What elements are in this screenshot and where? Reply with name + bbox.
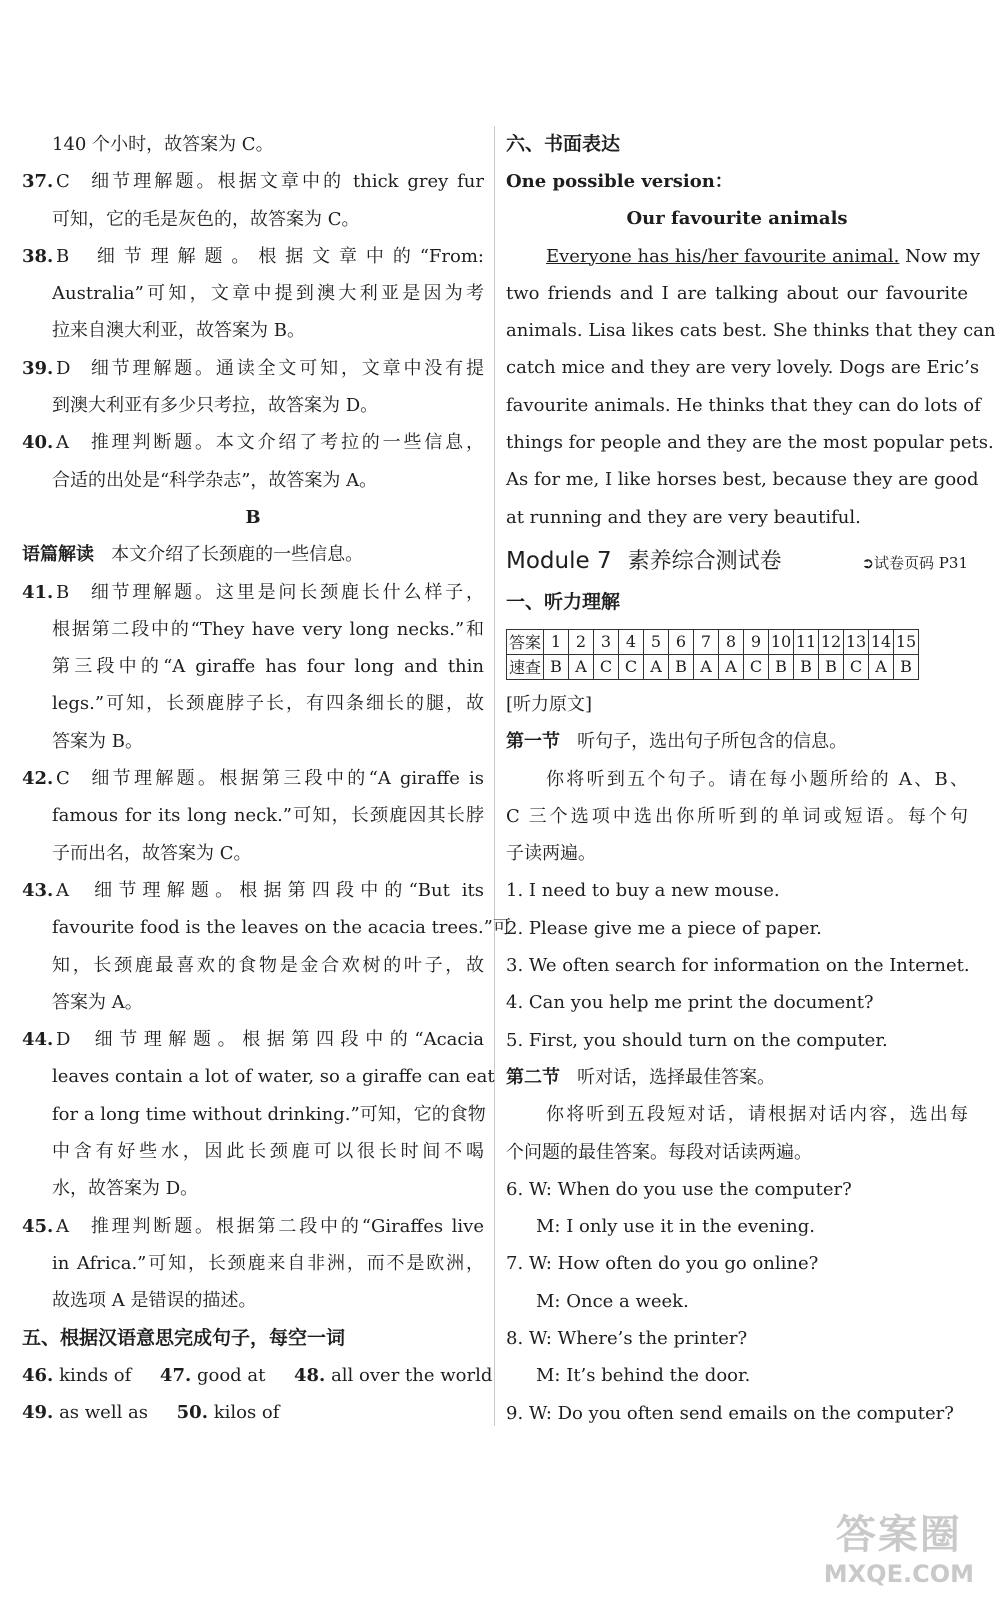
text-line: 故选项 A 是错误的描述。 (52, 1290, 257, 1312)
module-header (506, 544, 968, 584)
question-41: 41. B 细节理解题。这里是问长颈鹿长什么样子， (22, 581, 484, 603)
module-name: Module 7 (506, 547, 612, 574)
answer-letter-cell: A (644, 654, 669, 679)
part-1-heading: 第一节 听句子，选出句子所包含的信息。 (506, 731, 848, 753)
answer-number-cell: 4 (619, 629, 644, 654)
essay-line: Everyone has his/her favourite animal. Now my (546, 245, 981, 267)
table-header: 答案 (507, 629, 544, 654)
text-line: in Africa.”可知，长颈鹿来自非洲，而不是欧洲， (52, 1252, 484, 1274)
instruction-line: 子读两遍。 (506, 843, 596, 865)
answer-number-cell: 12 (819, 629, 844, 654)
answer-number-cell: 9 (744, 629, 769, 654)
column-divider (494, 126, 495, 1426)
sentence-5: 5. First, you should turn on the computer. (506, 1029, 888, 1051)
text-line: 答案为 A。 (52, 991, 143, 1013)
answer-number-cell: 1 (544, 629, 569, 654)
dialogue-7-w: 7. W: How often do you go online? (506, 1253, 819, 1275)
table-header: 速查 (507, 654, 544, 679)
left-column (22, 126, 511, 1431)
instruction-line: 你将听到五个句子。请在每小题所给的 A、B、 (546, 768, 968, 790)
essay-line: As for me, I like horses best, because they are good (506, 469, 979, 491)
answer-letter-cell: B (794, 654, 819, 679)
answer-letter-cell: A (719, 654, 744, 679)
text-line: 答案为 B。 (52, 730, 143, 752)
essay-line: things for people and they are the most popular pets. (506, 432, 994, 454)
text-line: 第三段中的“A giraffe has four long and thin (52, 656, 484, 678)
text-line: famous for its long neck.”可知，长颈鹿因其长脖 (52, 805, 484, 827)
answer-letter-cell: A (694, 654, 719, 679)
text-line: 水，故答案为 D。 (52, 1178, 199, 1200)
text-line: 子而出名，故答案为 C。 (52, 842, 252, 864)
answer-table-letter-row (507, 654, 919, 679)
answer-letter-cell: C (594, 654, 619, 679)
answer-letter-cell: A (569, 654, 594, 679)
instruction-line: 你将听到五段短对话，请根据对话内容，选出每 (546, 1104, 968, 1126)
sentence-3: 3. We often search for information on the Internet. (506, 955, 970, 977)
part-b-heading: B (245, 506, 261, 528)
answer-letter-cell: B (544, 654, 569, 679)
text-line: 140 个小时，故答案为 C。 (52, 134, 274, 155)
answer-number-cell: 6 (669, 629, 694, 654)
sentence-1: 1. I need to buy a new mouse. (506, 880, 780, 902)
dialogue-8-m: M: It’s behind the door. (536, 1365, 751, 1387)
answer-number-cell: 5 (644, 629, 669, 654)
answer-number-cell: 13 (844, 629, 869, 654)
sentence-2: 2. Please give me a piece of paper. (506, 917, 822, 939)
answer-letter-cell: B (894, 654, 919, 679)
question-40: 40. A 推理判断题。本文介绍了考拉的一些信息， (22, 432, 484, 454)
question-42: 42. C 细节理解题。根据第三段中的“A giraffe is (22, 768, 484, 790)
module-title: 素养综合测试卷 (627, 548, 782, 574)
dialogue-6-w: 6. W: When do you use the computer? (506, 1178, 852, 1200)
text-line: Australia”可知，文章中提到澳大利亚是因为考 (52, 283, 484, 305)
question-44: 44. D 细节理解题。根据第四段中的“Acacia (22, 1029, 484, 1051)
essay-line: catch mice and they are very lovely. Dogs are Eric’s (506, 357, 980, 379)
instruction-line: 个问题的最佳答案。每段对话读两遍。 (506, 1141, 812, 1163)
answer-number-cell: 8 (719, 629, 744, 654)
part-2-heading: 第二节 听对话，选择最佳答案。 (506, 1066, 776, 1088)
answer-letter-cell: C (844, 654, 869, 679)
text-line: 到澳大利亚有多少只考拉，故答案为 D。 (52, 395, 379, 417)
essay-line: at running and they are very beautiful. (506, 506, 861, 528)
dialogue-6-m: M: I only use it in the evening. (536, 1216, 815, 1238)
answer-number-cell: 14 (869, 629, 894, 654)
dialogue-8-w: 8. W: Where’s the printer? (506, 1328, 748, 1350)
essay-line: animals. Lisa likes cats best. She thinks that they can (506, 320, 996, 342)
sentence-4: 4. Can you help me print the document? (506, 992, 874, 1014)
question-43: 43. A 细节理解题。根据第四段中的“But its (22, 879, 484, 901)
text-line: 合适的出处是“科学杂志”，故答案为 A。 (52, 469, 378, 491)
section-5-title: 五、根据汉语意思完成句子，每空一词 (22, 1326, 346, 1349)
essay-line: two friends and I are talking about our favourite (506, 282, 968, 304)
version-label: One possible version： (506, 171, 733, 192)
answer-letter-cell: C (744, 654, 769, 679)
answer-number-cell: 15 (894, 629, 919, 654)
answer-number-cell: 11 (794, 629, 819, 654)
watermark-bottom: MXQE.COM (823, 1560, 974, 1588)
text-line: 根据第二段中的“They have very long necks.”和 (52, 618, 484, 640)
answers-49-50: 49. as well as 50. kilos of (22, 1401, 280, 1423)
answer-number-cell: 10 (769, 629, 794, 654)
answer-letter-cell: A (869, 654, 894, 679)
essay-title: Our favourite animals (626, 208, 848, 230)
answer-number-cell: 3 (594, 629, 619, 654)
answer-letter-cell: B (669, 654, 694, 679)
text-line: favourite food is the leaves on the acacia trees.”可 (52, 917, 511, 939)
instruction-line: C 三个选项中选出你所听到的单词或短语。每个句 (506, 805, 968, 827)
question-37: 37. C 细节理解题。根据文章中的 thick grey fur (22, 171, 484, 193)
answers-46-48: 46. kinds of 47. good at 48. all over the world (22, 1364, 493, 1386)
text-line: leaves contain a lot of water, so a giraffe can eat (52, 1066, 495, 1088)
text-line: 知，长颈鹿最喜欢的食物是金合欢树的叶子，故 (52, 954, 484, 976)
text-line: for a long time without drinking.”可知，它的食物 (52, 1103, 486, 1125)
answer-table (506, 629, 919, 680)
page-reference: ➲试卷页码 P31 (861, 553, 968, 572)
text-line: 拉来自澳大利亚，故答案为 B。 (52, 320, 305, 342)
answer-letter-cell: B (769, 654, 794, 679)
answer-number-cell: 2 (569, 629, 594, 654)
transcript-label: [听力原文] (506, 693, 593, 715)
watermark-top: 答案圈 (835, 1512, 962, 1558)
watermark (824, 1503, 974, 1588)
text-line: 可知，它的毛是灰色的，故答案为 C。 (52, 208, 360, 230)
question-45: 45. A 推理判断题。根据第二段中的“Giraffes live (22, 1215, 484, 1237)
answer-letter-cell: B (819, 654, 844, 679)
text-line: legs.”可知，长颈鹿脖子长，有四条细长的腿，故 (52, 693, 484, 715)
answer-table-number-row (507, 629, 919, 654)
answer-number-cell: 7 (694, 629, 719, 654)
section-1-title: 一、听力理解 (506, 590, 621, 613)
right-column (506, 126, 996, 1432)
text-line: 中含有好些水，因此长颈鹿可以很长时间不喝 (52, 1141, 484, 1163)
answer-letter-cell: C (619, 654, 644, 679)
passage-intro: 语篇解读 本文介绍了长颈鹿的一些信息。 (22, 544, 364, 566)
question-39: 39. D 细节理解题。通读全文可知，文章中没有提 (22, 357, 484, 379)
section-6-title: 六、书面表达 (506, 133, 621, 155)
dialogue-7-m: M: Once a week. (536, 1290, 689, 1312)
essay-line: favourite animals. He thinks that they can do lots of (506, 394, 981, 416)
question-38: 38. B 细节理解题。根据文章中的“From: (22, 245, 484, 267)
dialogue-9-w: 9. W: Do you often send emails on the computer? (506, 1402, 954, 1424)
